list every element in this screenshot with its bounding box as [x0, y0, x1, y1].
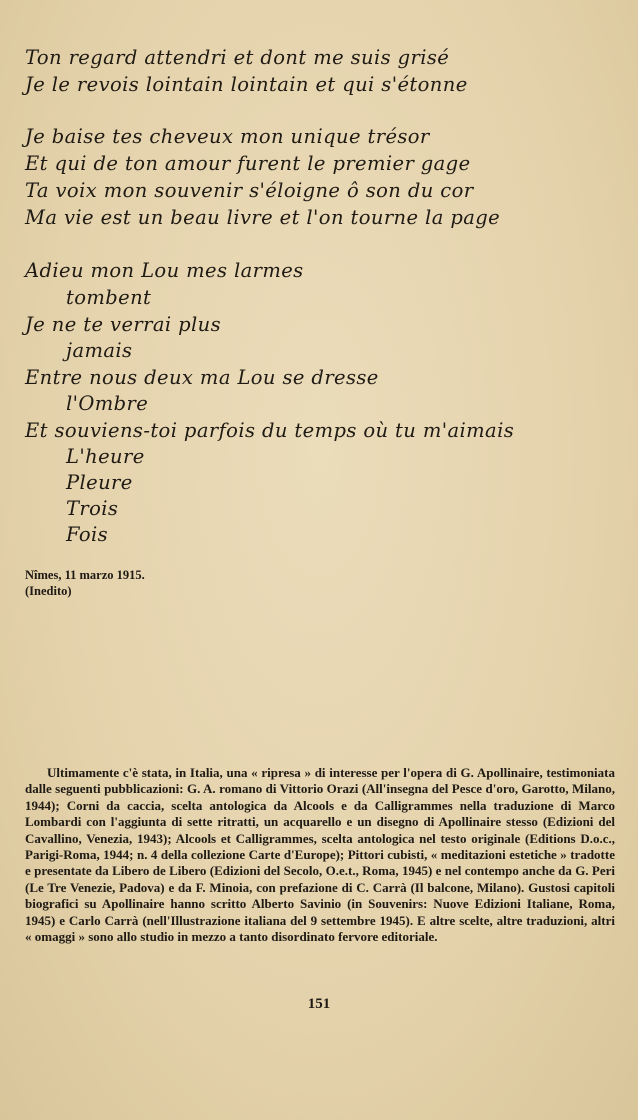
- poem-line: Pleure: [66, 471, 133, 494]
- poem-line: Et qui de ton amour furent le premier gage: [25, 152, 471, 175]
- poem-line: Je ne te verrai plus: [25, 313, 221, 336]
- poem-line: tombent: [66, 286, 152, 309]
- poem-line: l'Ombre: [66, 392, 149, 415]
- poem-line: Entre nous deux ma Lou se dresse: [25, 366, 379, 389]
- poem-line: Je le revois lointain lointain et qui s'étonne: [25, 73, 468, 96]
- poem-line: Fois: [66, 523, 109, 546]
- poem-line: Ma vie est un beau livre et l'on tourne la page: [25, 206, 501, 229]
- poem-line: Ton regard attendri et dont me suis grisé: [25, 46, 450, 69]
- poem-line: Adieu mon Lou mes larmes: [25, 259, 304, 282]
- poem-line: Ta voix mon souvenir s'éloigne ô son du cor: [25, 179, 474, 202]
- place-date: Nîmes, 11 marzo 1915.: [25, 568, 145, 582]
- poem-line: Je baise tes cheveux mon unique trésor: [25, 125, 430, 148]
- poem-line: jamais: [66, 339, 133, 362]
- editorial-note: Ultimamente c'è stata, in Italia, una « ripresa » di interesse per l'opera di G. Apollinaire, testimoniata dalle seguenti pubblicazioni: G. A. romano di Vittorio Orazi (All'insegna del Pesce d'oro, Garotto, Milano, 1944); Corni da caccia, scelta antologica da Alcools e da Calligrammes nella traduzione di Marco Lombardi con l'aggiunta di sette ritratti, un acquarello e un disegno di Apollinaire stesso (Edizioni del Cavallino, Venezia, 1943); Alcools et Calligrammes, scelta antologica nel testo originale (Editions D.o.c., Parigi-Roma, 1944; n. 4 della collezione Carte d'Europe); Pittori cubisti, « meditazioni estetiche » tradotte e presentate da Libero de Libero (Edizioni del Secolo, O.e.t., Roma, 1945) e nel contempo anche da G. Peri (Le Tre Venezie, Padova) e da F. Minoia, con prefazione di C. Carrà (Il balcone, Milano). Gustosi capitoli biografici su Apollinaire hanno scritto Alberto Savinio (in Souvenirs: Nuove Edizioni Italiane, Roma, 1945) e Carlo Carrà (nell'Illustrazione italiana del 9 settembre 1945). E altre scelte, altre traduzioni, altri « omaggi » sono allo studio in mezzo a tanto disordinato fervore editoriale.: [25, 765, 615, 945]
- poem-line: Et souviens-toi parfois du temps où tu m'aimais: [25, 419, 515, 442]
- poem-line: L'heure: [66, 445, 145, 468]
- page-number: 151: [307, 996, 331, 1012]
- unpublished-note: (Inedito): [25, 584, 72, 598]
- poem-line: Trois: [66, 497, 119, 520]
